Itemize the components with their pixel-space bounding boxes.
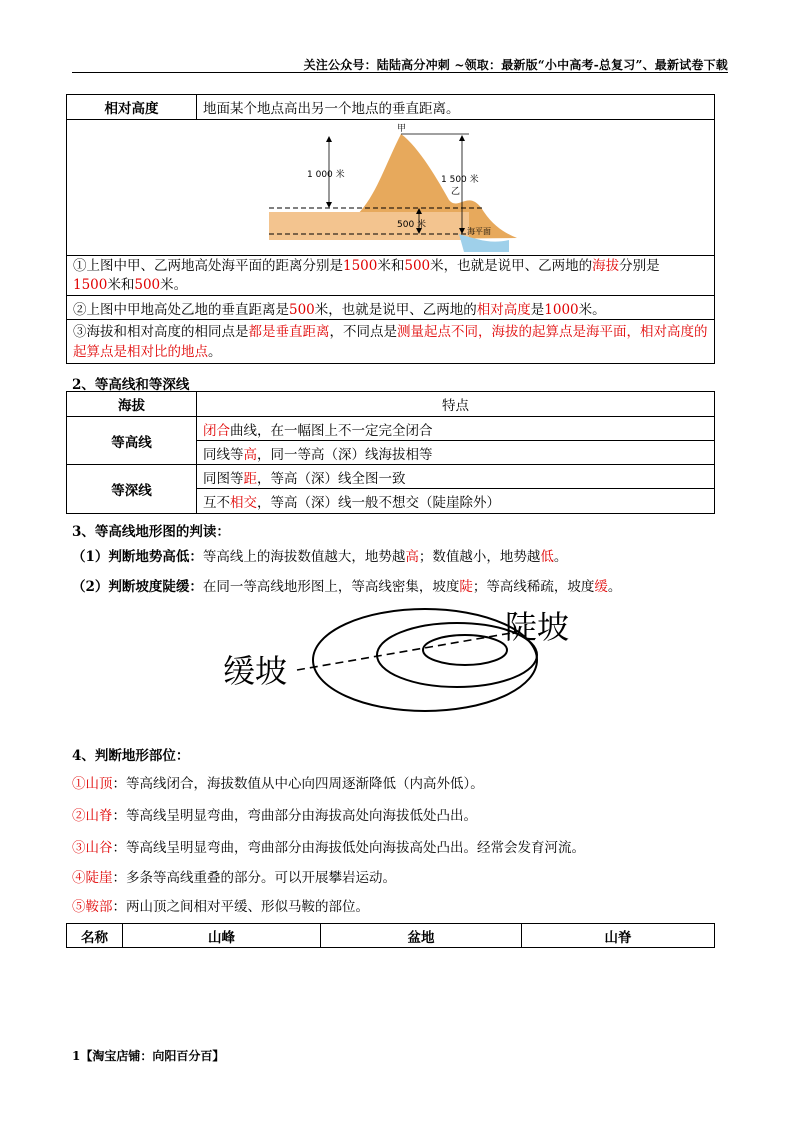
outer-contour — [313, 609, 537, 711]
lower-land — [269, 212, 469, 240]
header-altitude: 海拔 — [67, 392, 197, 417]
section2-title: 2、等高线和等深线 — [72, 377, 190, 393]
inner-contour — [423, 635, 507, 665]
depth-label: 等深线 — [67, 465, 197, 514]
section3-title: 3、等高线地形图的判读： — [72, 524, 230, 540]
landform-item: ①山顶：等高线闭合，海拔数值从中心向四周逐渐降低（内高外低）。 — [72, 776, 484, 792]
landform-item: ②山脊：等高线呈明显弯曲，弯曲部分由海拔高处向海拔低处凸出。 — [72, 808, 477, 824]
definition-cell: 地面某个地点高出另一个地点的垂直距离。 — [197, 95, 715, 120]
landform-table — [66, 923, 715, 948]
relative-height-table — [66, 94, 715, 364]
label-sea-level: 海平面 — [467, 227, 491, 236]
header-divider — [72, 72, 728, 73]
figure-cell — [67, 120, 715, 256]
row-compare: ③海拔和相对高度的相同点是都是垂直距离，不同点是测量起点不同，海拔的起算点是海平面，相对高度的起算点是相对比的地点。 — [67, 320, 715, 364]
label-steep: 陡坡 — [505, 608, 570, 646]
label-1500m: 1 500 米 — [441, 175, 479, 185]
judge-slope: （2）判断坡度陡缓：在同一等高线地形图上，等高线密集，坡度陡；等高线稀疏，坡度缓。 — [72, 579, 622, 595]
row-altitude: ①上图中甲、乙两地高处海平面的距离分别是1500米和500米，也就是说甲、乙两地的海拔分别是 1500米和500米。 — [67, 256, 715, 296]
contour-feature-2: 同线等高，同一等高（深）线海拔相等 — [197, 441, 715, 465]
col-ridge: 山脊 — [522, 924, 715, 948]
term-cell: 相对高度 — [67, 95, 197, 120]
page-footer: 1【淘宝店铺：向阳百分百】 — [72, 1049, 225, 1063]
contour-table — [66, 391, 715, 514]
label-gentle: 缓坡 — [223, 652, 288, 690]
label-peak-b: 乙 — [451, 187, 461, 197]
section4-title: 4、判断地形部位： — [72, 748, 190, 764]
landform-item: ⑤鞍部：两山顶之间相对平缓、形似马鞍的部位。 — [72, 899, 369, 915]
label-1000m: 1 000 米 — [307, 170, 345, 180]
header-feature: 特点 — [197, 392, 715, 417]
slope-contour-diagram — [215, 600, 595, 720]
contour-label: 等高线 — [67, 417, 197, 465]
depth-feature-1: 同图等距，等高（深）线全图一致 — [197, 465, 715, 489]
landform-item: ④陡崖：多条等高线重叠的部分。可以开展攀岩运动。 — [72, 870, 396, 886]
judge-height: （1）判断地势高低：等高线上的海拔数值越大，地势越高；数值越小，地势越低。 — [72, 549, 568, 565]
row-relative: ②上图中甲地高处乙地的垂直距离是500米，也就是说甲、乙两地的相对高度是1000米。 — [67, 296, 715, 320]
depth-feature-2: 互不相交，等高（深）线一般不想交（陡崖除外） — [197, 489, 715, 514]
col-peak: 山峰 — [123, 924, 321, 948]
col-name: 名称 — [67, 924, 123, 948]
col-basin: 盆地 — [321, 924, 522, 948]
landform-item: ③山谷：等高线呈明显弯曲，弯曲部分由海拔低处向海拔高处凸出。经常会发育河流。 — [72, 840, 585, 856]
label-peak-a: 甲 — [397, 124, 407, 134]
page-header: 关注公众号：陆陆高分冲刺 ~领取：最新版“小中高考-总复习”、最新试卷下载 — [303, 58, 728, 72]
contour-feature-1: 闭合曲线，在一幅图上不一定完全闭合 — [197, 417, 715, 441]
elevation-diagram — [269, 122, 529, 252]
label-500m: 500 米 — [397, 220, 427, 230]
